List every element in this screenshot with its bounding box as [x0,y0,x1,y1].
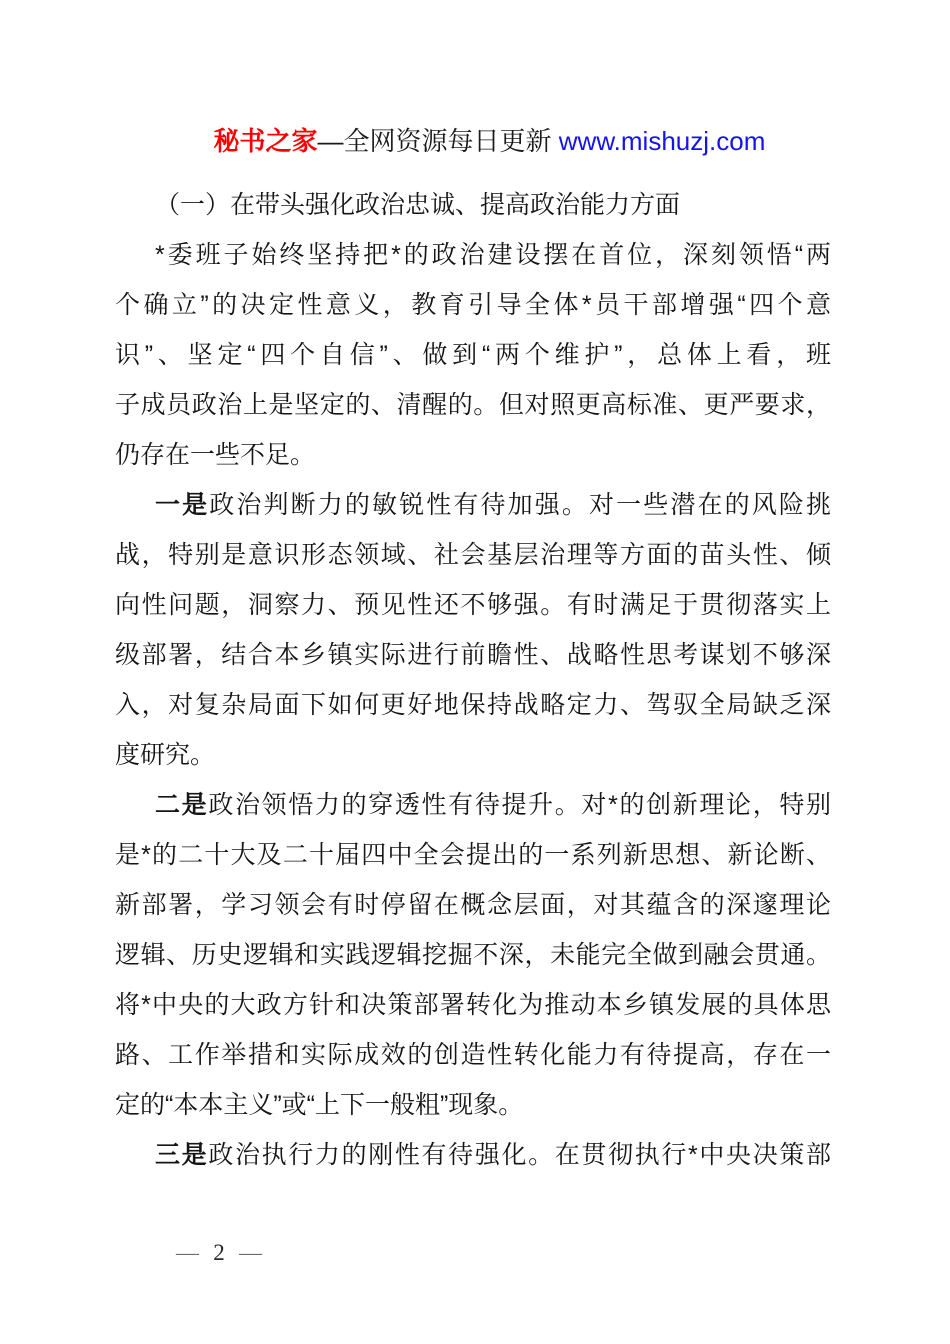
document-line: 战，特别是意识形态领域、社会基层治理等方面的苗头性、倾 [115,541,831,569]
line-bold-lead: 二是 [155,791,209,819]
document-line: 入，对复杂局面下如何更好地保持战略定力、驾驭全局缺乏深 [115,691,831,719]
document-line: （一）在带头强化政治忠诚、提高政治能力方面 [155,191,681,219]
document-line: 识”、坚定“四个自信”、做到“两个维护”，总体上看，班 [115,341,831,369]
site-tagline: —全网资源每日更新 [317,126,559,156]
document-line: 定的“本本主义”或“上下一般粗”现象。 [115,1091,524,1119]
site-name: 秘书之家 [213,126,318,156]
document-line: 三是政治执行力的刚性有待强化。在贯彻执行*中央决策部 [155,1141,831,1169]
site-url-link[interactable]: www.mishuzj.com [558,126,766,156]
document-line: 路、工作举措和实际成效的创造性转化能力有待提高，存在一 [115,1041,831,1069]
page-footer [176,1240,262,1266]
line-bold-lead: 三是 [155,1141,209,1169]
document-line: 一是政治判断力的敏锐性有待加强。对一些潜在的风险挑 [155,491,831,519]
document-line: 级部署，结合本乡镇实际进行前瞻性、战略性思考谋划不够深 [115,641,831,669]
footer-right-dash: — [239,1240,262,1265]
footer-left-dash: — [176,1240,199,1265]
document-line: 子成员政治上是坚定的、清醒的。但对照更高标准、更严要求， [115,391,831,419]
document-line: 将*中央的大政方针和决策部署转化为推动本乡镇发展的具体思 [115,991,831,1019]
document-line: 个确立”的决定性意义，教育引导全体*员干部增强“四个意 [115,291,831,319]
document-line: 仍存在一些不足。 [115,441,316,469]
document-line: 逻辑、历史逻辑和实践逻辑挖掘不深，未能完全做到融会贯通。 [115,941,831,969]
document-line: *委班子始终坚持把*的政治建设摆在首位，深刻领悟“两 [155,241,831,269]
line-bold-lead: 一是 [155,491,210,519]
document-line: 向性问题，洞察力、预见性还不够强。有时满足于贯彻落实上 [115,591,831,619]
page-number: 2 [213,1240,225,1265]
document-line: 是*的二十大及二十届四中全会提出的一系列新思想、新论断、 [115,841,831,869]
document-line: 新部署，学习领会有时停留在概念层面，对其蕴含的深邃理论 [115,891,831,919]
document-body [115,180,831,1180]
document-line: 度研究。 [115,741,216,769]
document-line: 二是政治领悟力的穿透性有待提升。对*的创新理论，特别 [155,791,831,819]
